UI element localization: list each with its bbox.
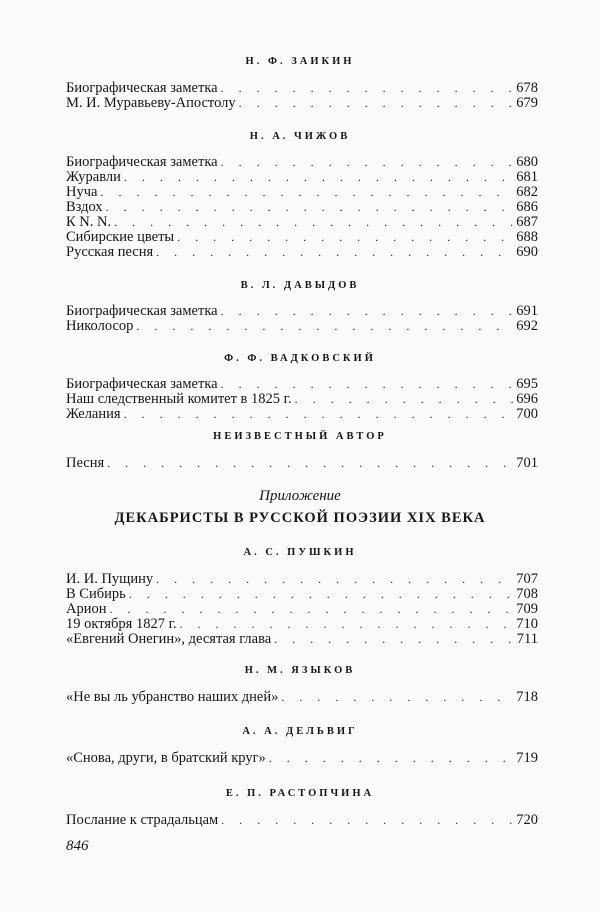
toc-entry[interactable] xyxy=(66,169,538,185)
entry-page: 710 xyxy=(516,616,538,632)
toc-entry[interactable] xyxy=(66,406,538,422)
entry-page: 681 xyxy=(516,169,538,185)
toc-entry[interactable] xyxy=(66,214,538,230)
entry-title: Николосор xyxy=(66,318,134,334)
toc-entry[interactable] xyxy=(66,812,538,828)
toc-entry[interactable] xyxy=(66,455,538,471)
leader-dots xyxy=(114,214,514,230)
toc-entry[interactable] xyxy=(66,616,538,632)
entry-title: «Не вы ль убранство наших дней» xyxy=(66,689,279,705)
entry-title: Вздох xyxy=(66,199,103,215)
page-number: 846 xyxy=(66,838,89,854)
author-heading: Ф. Ф. ВАДКОВСКИЙ xyxy=(224,353,376,364)
toc-entry[interactable] xyxy=(66,601,538,617)
leader-dots xyxy=(274,631,515,647)
entry-page: 720 xyxy=(516,812,538,828)
leader-dots xyxy=(221,376,515,392)
toc-entry[interactable] xyxy=(66,184,538,200)
toc-entry[interactable] xyxy=(66,750,538,766)
entry-title: И. И. Пущину xyxy=(66,571,154,587)
author-heading: Н. Ф. ЗАИКИН xyxy=(245,56,355,67)
entry-page: 718 xyxy=(516,689,538,705)
entry-title: 19 октября 1827 г. xyxy=(66,616,177,632)
leader-dots xyxy=(129,586,515,602)
appendix-label: Приложение xyxy=(259,488,341,504)
toc-entry[interactable] xyxy=(66,376,538,392)
leader-dots xyxy=(124,169,514,185)
entry-page: 711 xyxy=(516,631,538,647)
toc-entry[interactable] xyxy=(66,199,538,215)
toc-entry[interactable] xyxy=(66,631,538,647)
leader-dots xyxy=(177,229,514,245)
author-heading: А. С. ПУШКИН xyxy=(243,547,357,558)
entry-page: 696 xyxy=(516,391,538,407)
toc-entry[interactable] xyxy=(66,95,538,111)
leader-dots xyxy=(221,812,514,828)
entry-page: 686 xyxy=(516,199,538,215)
leader-dots xyxy=(221,80,515,96)
entry-title: Песня xyxy=(66,455,105,471)
leader-dots xyxy=(156,244,514,260)
entry-page: 701 xyxy=(516,455,538,471)
leader-dots xyxy=(239,95,515,111)
author-heading: Е. П. РАСТОПЧИНА xyxy=(225,788,375,799)
entry-page: 680 xyxy=(516,154,538,170)
toc-entry[interactable] xyxy=(66,303,538,319)
entry-title: Биографическая заметка xyxy=(66,80,218,96)
toc-entry[interactable] xyxy=(66,154,538,170)
entry-title: Биографическая заметка xyxy=(66,154,218,170)
entry-page: 682 xyxy=(516,184,538,200)
author-heading: Н. М. ЯЗЫКОВ xyxy=(244,665,356,676)
author-heading: НЕИЗВЕСТНЫЙ АВТОР xyxy=(213,431,387,442)
entry-page: 691 xyxy=(516,303,538,319)
leader-dots xyxy=(156,571,514,587)
entry-page: 707 xyxy=(516,571,538,587)
leader-dots xyxy=(100,184,514,200)
toc-entry[interactable] xyxy=(66,689,538,705)
entry-title: Послание к страдальцам xyxy=(66,812,219,828)
leader-dots xyxy=(107,455,514,471)
entry-title: Наш следственный комитет в 1825 г. xyxy=(66,391,292,407)
entry-title: Желания xyxy=(66,406,121,422)
entry-title: Нуча xyxy=(66,184,98,200)
entry-title: К N. N. xyxy=(66,214,112,230)
toc-entry[interactable] xyxy=(66,391,538,407)
appendix-title: ДЕКАБРИСТЫ В РУССКОЙ ПОЭЗИИ XIX ВЕКА xyxy=(114,510,486,526)
entry-title: В Сибирь xyxy=(66,586,126,602)
leader-dots xyxy=(110,601,515,617)
leader-dots xyxy=(221,303,515,319)
author-heading: Н. А. ЧИЖОВ xyxy=(249,131,351,142)
entry-page: 695 xyxy=(516,376,538,392)
toc-entry[interactable] xyxy=(66,586,538,602)
leader-dots xyxy=(281,689,514,705)
toc-entry[interactable] xyxy=(66,318,538,334)
leader-dots xyxy=(180,616,515,632)
entry-title: Биографическая заметка xyxy=(66,376,218,392)
entry-page: 692 xyxy=(516,318,538,334)
entry-title: «Снова, други, в братский круг» xyxy=(66,750,266,766)
author-heading: В. Л. ДАВЫДОВ xyxy=(240,280,360,291)
entry-page: 687 xyxy=(516,214,538,230)
entry-title: Журавли xyxy=(66,169,121,185)
entry-page: 708 xyxy=(516,586,538,602)
entry-title: «Евгений Онегин», десятая глава xyxy=(66,631,272,647)
entry-page: 690 xyxy=(516,244,538,260)
leader-dots xyxy=(295,391,515,407)
leader-dots xyxy=(124,406,515,422)
entry-title: Сибирские цветы xyxy=(66,229,175,245)
toc-entry[interactable] xyxy=(66,244,538,260)
leader-dots xyxy=(106,199,515,215)
entry-page: 678 xyxy=(516,80,538,96)
entry-page: 709 xyxy=(516,601,538,617)
entry-page: 679 xyxy=(516,95,538,111)
entry-title: Арион xyxy=(66,601,107,617)
author-heading: А. А. ДЕЛЬВИГ xyxy=(242,726,358,737)
toc-entry[interactable] xyxy=(66,80,538,96)
entry-page: 719 xyxy=(516,750,538,766)
leader-dots xyxy=(221,154,515,170)
leader-dots xyxy=(136,318,514,334)
entry-page: 700 xyxy=(516,406,538,422)
entry-title: Русская песня xyxy=(66,244,154,260)
leader-dots xyxy=(269,750,514,766)
entry-page: 688 xyxy=(516,229,538,245)
entry-title: М. И. Муравьеву-Апостолу xyxy=(66,95,236,111)
toc-entry[interactable] xyxy=(66,571,538,587)
entry-title: Биографическая заметка xyxy=(66,303,218,319)
toc-entry[interactable] xyxy=(66,229,538,245)
